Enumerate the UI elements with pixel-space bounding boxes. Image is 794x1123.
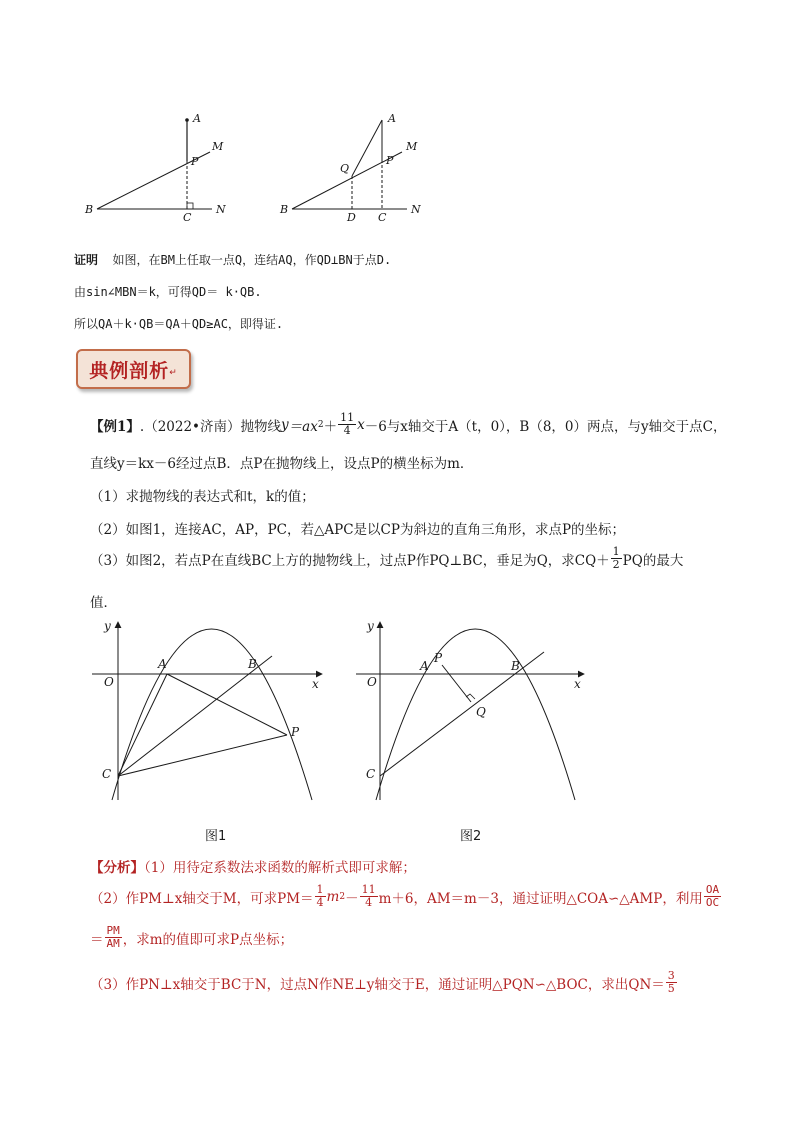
fraction-1-2 <box>611 546 622 571</box>
analysis-2-d: m＋6，AM＝m－3，通过证明△COA∽△AMP，利用 <box>378 890 703 907</box>
fraction-den: 4 <box>365 896 373 909</box>
fraction-11-4 <box>338 412 356 437</box>
parabola <box>112 629 312 800</box>
right-angle-mark <box>466 694 475 699</box>
label-P: P <box>191 155 199 168</box>
proof-line-1 <box>74 251 391 268</box>
analysis-2-m: m <box>326 888 340 905</box>
label-M: M <box>406 140 418 153</box>
analysis-line-3 <box>90 925 293 950</box>
analysis-line-2 <box>90 884 722 909</box>
segment-AC <box>118 674 167 776</box>
example-line-2: 直线y＝kx－6经过点B．点P在抛物线上，设点P的横坐标为m． <box>90 456 474 472</box>
fraction-num: OA <box>705 883 720 896</box>
section-title: 典例剖析 <box>89 359 170 382</box>
analysis-line-4 <box>90 970 678 995</box>
figure-2 <box>356 619 584 800</box>
question-1: （1）求抛物线的表达式和t，k的值； <box>90 489 315 505</box>
figure-right <box>279 112 421 224</box>
fraction-num: PM <box>106 924 120 937</box>
analysis-3-eq: ＝ <box>90 931 104 948</box>
analysis-text-1: （1）用待定系数法求函数的解析式即可求解； <box>144 860 416 876</box>
label-O: O <box>367 675 377 689</box>
fraction-den: 2 <box>612 558 620 571</box>
fraction-den: 5 <box>667 982 675 995</box>
label-x: x <box>312 677 319 691</box>
proof-line-2: 由sin∠MBN＝k，可得QD＝ k·QB. <box>74 285 262 299</box>
right-angle-mark <box>187 203 193 209</box>
label-P: P <box>386 154 394 167</box>
fraction-den: 4 <box>316 896 324 909</box>
fraction-num: 11 <box>361 883 376 896</box>
example-line-1 <box>90 412 726 437</box>
point-A <box>185 118 189 122</box>
fraction-11-4 <box>360 884 378 909</box>
eq-y: y <box>281 416 289 433</box>
fraction-num: 3 <box>667 969 675 982</box>
label-Q: Q <box>476 705 486 719</box>
label-A: A <box>388 112 396 125</box>
question-3 <box>90 546 683 571</box>
label-B: B <box>280 203 289 216</box>
analysis-2-a: （2）作PM⊥x轴交于M，可求PM＝ <box>90 890 314 907</box>
figure-1 <box>92 619 322 800</box>
proof-line-3: 所以QA＋k·QB＝QA＋QD≥AC，即得证. <box>74 317 284 331</box>
proof-text-1: 如图，在BM上任取一点Q，连结AQ，作QD⊥BN于点D. <box>112 253 392 267</box>
label-A: A <box>193 112 201 125</box>
label-B: B <box>511 659 520 673</box>
top-figures <box>0 0 794 240</box>
question-3-part-a: （3）如图2，若点P在直线BC上方的抛物线上，过点P作PQ⊥BC，垂足为Q，求CQ＋ <box>90 552 610 569</box>
figure-1-caption: 图1 <box>205 829 227 844</box>
fraction-oa-oc <box>704 884 721 909</box>
label-A: A <box>420 659 429 673</box>
fraction-num: 1 <box>316 883 324 896</box>
label-x: x <box>574 677 581 691</box>
segment-AP <box>167 674 287 735</box>
label-C: C <box>366 767 376 781</box>
label-C: C <box>378 211 387 224</box>
analysis-3-rest: ，求m的值即可求P点坐标； <box>122 931 294 948</box>
analysis-2-square: 2 <box>339 891 346 902</box>
label-O: O <box>104 675 114 689</box>
label-y: y <box>367 619 374 633</box>
eq-square: 2 <box>317 419 324 430</box>
return-mark: ↵ <box>169 368 178 378</box>
label-N: N <box>216 203 226 216</box>
question-3-part-b: PQ的最大 <box>622 552 684 569</box>
question-2: （2）如图1，连接AC，AP，PC，若△APC是以CP为斜边的直角三角形，求点P的坐标； <box>90 522 626 538</box>
figure-left <box>84 112 226 224</box>
segment-AQ <box>352 120 382 176</box>
fraction-num: 11 <box>340 411 355 424</box>
proof-label: 证明 <box>74 253 99 267</box>
label-B: B <box>85 203 94 216</box>
label-M: M <box>212 140 224 153</box>
analysis-2-minus: － <box>345 890 359 907</box>
question-3-cont: 值． <box>90 595 117 611</box>
figure-2-caption: 图2 <box>460 829 482 844</box>
section-badge <box>76 349 191 389</box>
fraction-den: OC <box>705 896 720 909</box>
eq-part1: ＝ax <box>288 418 318 435</box>
graph-figures <box>0 610 794 810</box>
analysis-tag: 【分析】 <box>90 860 144 876</box>
analysis-4-a: （3）作PN⊥x轴交于BC于N，过点N作NE⊥y轴交于E，通过证明△PQN∽△BOC，求出QN＝ <box>90 976 665 993</box>
label-N: N <box>411 203 421 216</box>
label-A: A <box>158 657 167 671</box>
label-P: P <box>291 725 300 739</box>
label-P: P <box>434 651 443 665</box>
fraction-3-5 <box>666 970 677 995</box>
label-C: C <box>102 767 112 781</box>
label-Q: Q <box>340 162 350 175</box>
fraction-num: 1 <box>612 545 620 558</box>
analysis-line-1 <box>90 856 416 876</box>
eq-plus: ＋ <box>323 418 338 435</box>
fraction-pm-am <box>105 925 122 950</box>
label-y: y <box>104 619 111 633</box>
fraction-1-4 <box>315 884 326 909</box>
label-C: C <box>183 211 192 224</box>
fraction-den: AM <box>106 937 120 950</box>
eq-x: x <box>357 416 365 433</box>
label-D: D <box>347 211 356 224</box>
example-tag: 【例1】 <box>90 418 140 435</box>
example-source: .（2022•济南）抛物线 <box>139 418 282 435</box>
label-B: B <box>248 657 257 671</box>
segment-PC <box>118 735 287 776</box>
eq-part2: －6与x轴交于A（t，0），B（8，0）两点，与y轴交于点C， <box>364 418 727 435</box>
fraction-den: 4 <box>343 424 351 437</box>
